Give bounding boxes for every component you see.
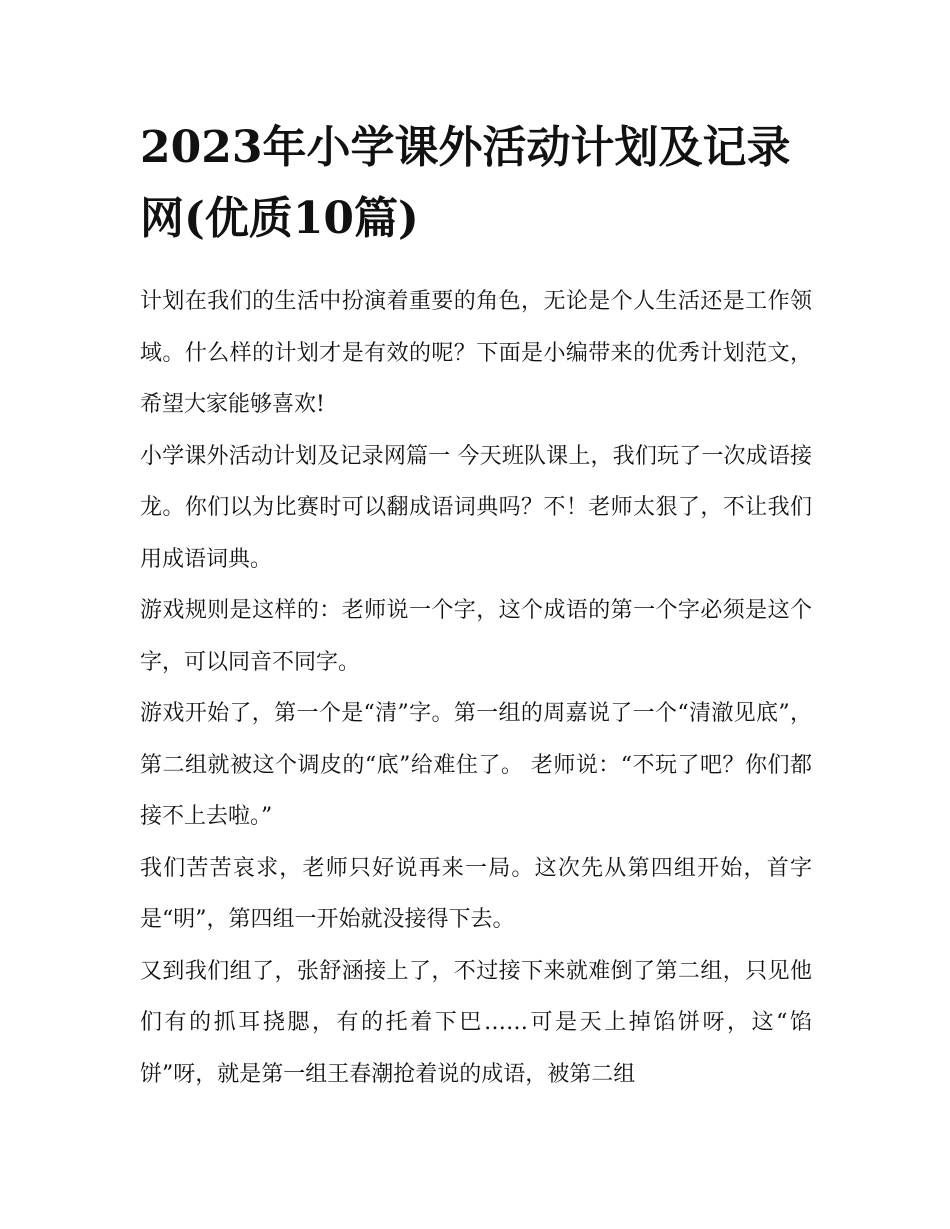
paragraph-4: 我们苦苦哀求，老师只好说再来一局。这次先从第四组开始，首字是“明”，第四组一开始就没接得下去。 — [140, 855, 812, 932]
paragraph-1: 小学课外活动计划及记录网篇一 今天班队课上，我们玩了一次成语接龙。你们以为比赛时可以翻成语词典吗？不！老师太狠了，不让我们用成语词典。 — [140, 443, 812, 572]
paragraph-3: 游戏开始了，第一个是“清”字。第一组的周嘉说了一个“清澈见底”，第二组就被这个调皮的“底”给难住了。 老师说：“不玩了吧？你们都接不上去啦。” — [140, 701, 812, 829]
document-title: 2023年小学课外活动计划及记录网(优质10篇) — [140, 122, 791, 244]
paragraph-2: 游戏规则是这样的：老师说一个字，这个成语的第一个字必须是这个字，可以同音不同字。 — [140, 598, 812, 675]
paragraph-intro: 计划在我们的生活中扮演着重要的角色，无论是个人生活还是工作领域。什么样的计划才是有效的呢？下面是小编带来的优秀计划范文，希望大家能够喜欢! — [140, 289, 812, 417]
document-page — [140, 112, 812, 1100]
paragraph-5: 又到我们组了，张舒涵接上了，不过接下来就难倒了第二组，只见他们有的抓耳挠腮，有的托着下巴……可是天上掉馅饼呀，这“馅饼”呀，就是第一组王春潮抢着说的成语，被第二组 — [140, 958, 812, 1087]
